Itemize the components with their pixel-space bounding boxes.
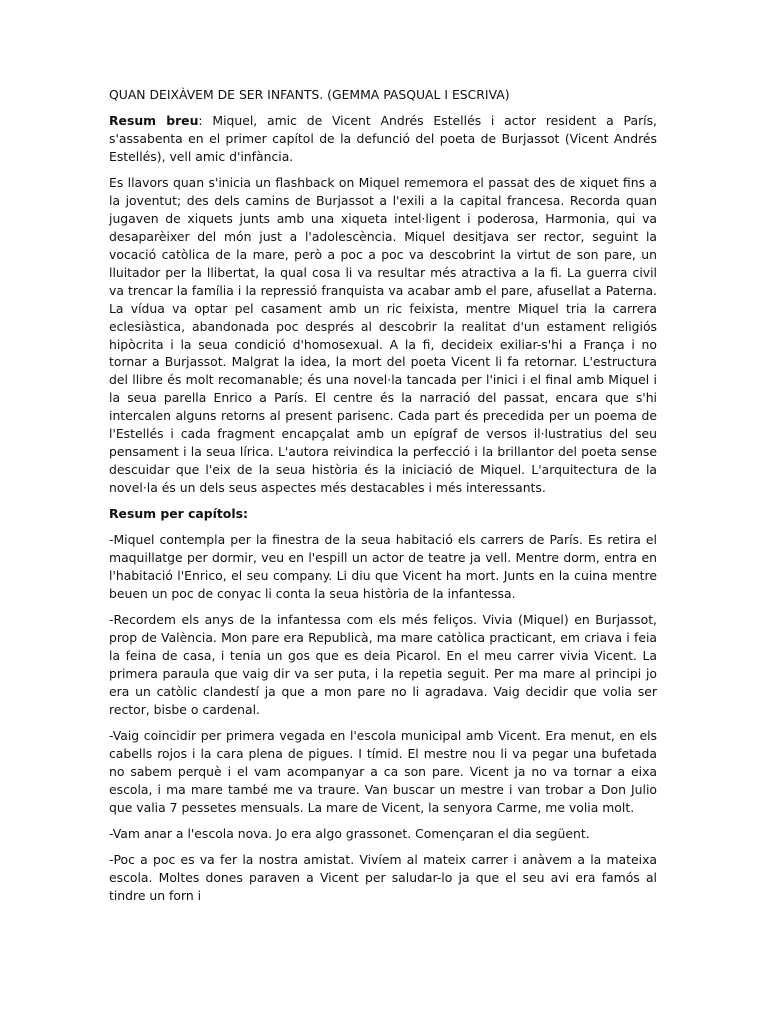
document-page bbox=[109, 86, 657, 914]
document-title: QUAN DEIXÀVEM DE SER INFANTS. (GEMMA PASQUAL I ESCRIVA) bbox=[109, 87, 510, 102]
main-paragraph: Es llavors quan s'inicia un flashback on Miquel rememora el passat des de xiquet fins a la joventut; des dels camins de Burjassot a l'exili a la capital francesa. Recorda quan jugaven de xiquets junts amb una xiqueta intel·ligent i poderosa, Harmonia, qui va desaparèixer del món just a l'adolescència. Miquel desitjava ser rector, seguint la vocació catòlica de la mare, però a poc a poc va descobrint la virtut de son pare, un lluitador per la llibertat, la qual cosa li va resultar més atractiva a la fi. La guerra civil va trencar la família i la repressió franquista va acabar amb el pare, afusellat a Paterna. La vídua va optar pel casament amb un ric feixista, mentre Miquel tria la carrera eclesiàstica, abandonada poc després al descobrir la realitat d'un estament religiós hipòcrita i la seua condició d'homosexual. A la fi, decideix exiliar-s'hi a França i no tornar a Burjassot. Malgrat la idea, la mort del poeta Vicent li fa retornar. L'estructura del llibre és molt recomanable; és una novel·la tancada per l'inici i el final amb Miquel i la seua parella Enrico a París. El centre és la narració del passat, encara que s'hi intercalen alguns retorns al present parisenc. Cada part és precedida per un poema de l'Estellés i cada fragment encapçalat amb un epígraf de versos il·lustratius del seu pensament i la seua lírica. L'autora reivindica la perfecció i la brillantor del poeta sense descuidar que l'eix de la seua història és la iniciació de Miquel. L'arquitectura de la novel·la és un dels seus aspectes més destacables i més interessants. bbox=[109, 175, 657, 495]
summary-paragraph bbox=[109, 112, 657, 166]
chapter-paragraph: -Recordem els anys de la infantessa com els més feliços. Vivia (Miquel) en Burjassot, prop de València. Mon pare era Republicà, ma mare catòlica practicant, em criava i feia la feina de casa, i tenia un gos que es deia Picarol. En el meu carrer vivia Vicent. La primera paraula que vaig dir va ser puta, i la repetia seguit. Per ma mare al principi jo era un catòlic clandestí ja que a mon pare no li agradava. Vaig decidir que volia ser rector, bisbe o cardenal. bbox=[109, 612, 657, 717]
chapter-paragraph: -Poc a poc es va fer la nostra amistat. Vivíem al mateix carrer i anàvem a la mateixa escola. Moltes dones paraven a Vicent per saludar-lo ja que el seu avi era famós al tindre un forn i bbox=[109, 852, 657, 904]
chapter-paragraph: -Miquel contempla per la finestra de la seua habitació els carrers de París. Es retira el maquillatge per dormir, veu en l'espill un actor de teatre ja vell. Mentre dorm, entra en l'habitació l'Enrico, el seu company. Li diu que Vicent ha mort. Junts en la cuina mentre beuen un poc de conyac li conta la seua història de la infantessa. bbox=[109, 532, 657, 602]
summary-label: Resum breu bbox=[109, 113, 199, 129]
summary-text: : Miquel, amic de Vicent Andrés Estellés i actor resident a París, s'assabenta en el primer capítol de la defunció del poeta de Burjassot (Vicent Andrés Estellés), vell amic d'infància. bbox=[109, 113, 657, 165]
chapter-paragraph: -Vam anar a l'escola nova. Jo era algo grassonet. Començaran el dia següent. bbox=[109, 826, 590, 842]
chapters-heading: Resum per capítols: bbox=[109, 506, 248, 522]
chapter-paragraph: -Vaig coincidir per primera vegada en l'escola municipal amb Vicent. Era menut, en els cabells rojos i la cara plena de pigues. I tímid. El mestre nou li va pegar una bufetada no sabem perquè i el vam acompanyar a ca son pare. Vicent ja no va tornar a eixa escola, i ma mare també me va traure. Van buscar un mestre i van trobar a Don Julio que valia 7 pessetes mensuals. La mare de Vicent, la senyora Carme, me volia molt. bbox=[109, 728, 657, 815]
